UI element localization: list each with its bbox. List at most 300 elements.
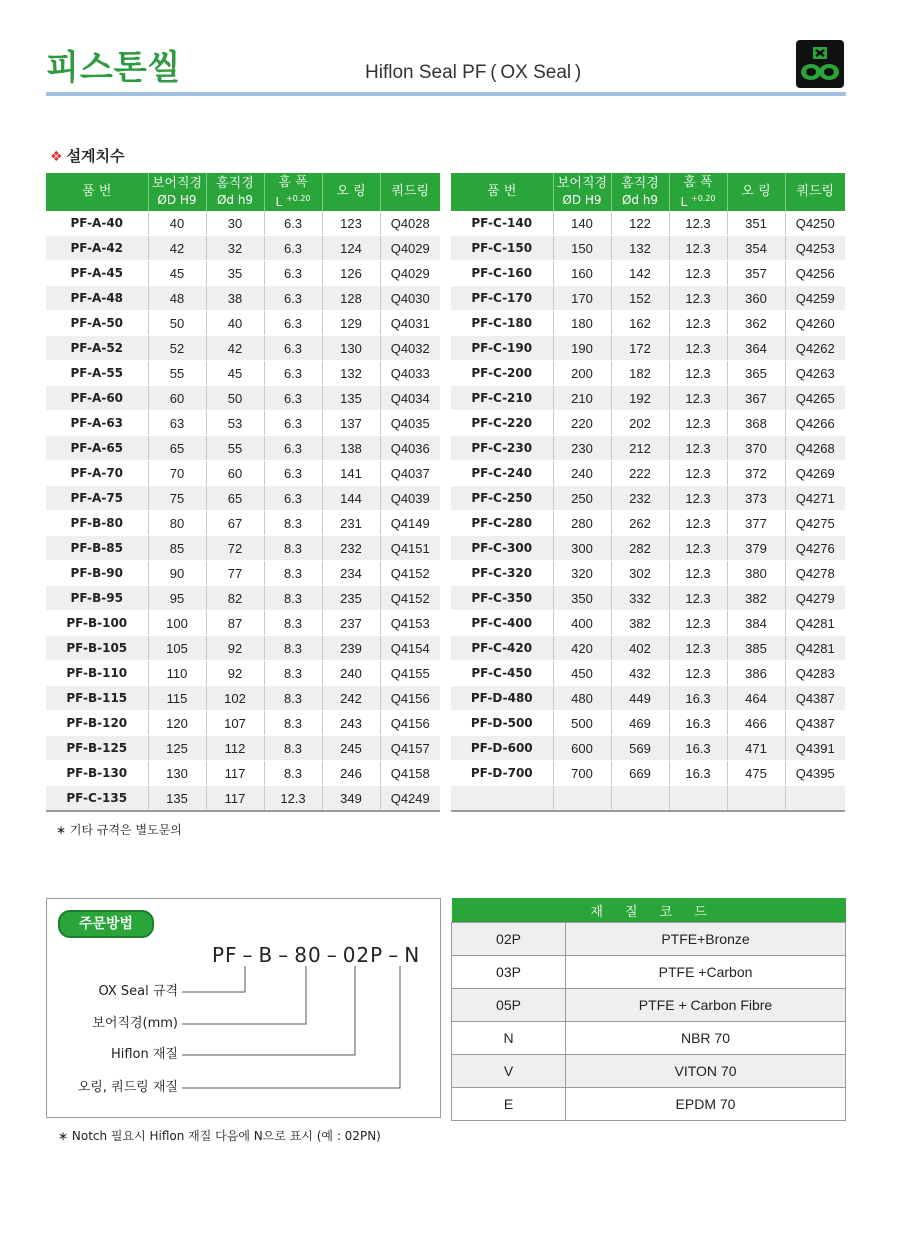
material-table-header: 재질코드 [452, 898, 846, 923]
cell-quad: Q4395 [785, 761, 845, 786]
order-label-oring: 오링, 쿼드링 재질 [77, 1080, 178, 1095]
cell-width: 8.3 [264, 711, 322, 736]
cell-quad: Q4279 [785, 586, 845, 611]
cell-oring: 362 [727, 311, 785, 336]
cell-groove: 232 [611, 486, 669, 511]
table-row [451, 336, 845, 361]
cell-groove: 152 [611, 286, 669, 311]
cell-code: PF-A-40 [46, 211, 148, 236]
cell-groove: 132 [611, 236, 669, 261]
cell-oring: 234 [322, 561, 380, 586]
cell-bore: 70 [148, 461, 206, 486]
cell-bore: 420 [553, 636, 611, 661]
cell-oring: 373 [727, 486, 785, 511]
cell-width: 12.3 [264, 786, 322, 812]
cell-material-code: V [452, 1055, 566, 1088]
cell-quad: Q4039 [380, 486, 440, 511]
cell-oring: 372 [727, 461, 785, 486]
cell-material-name: EPDM 70 [566, 1088, 846, 1121]
cell-oring: 471 [727, 736, 785, 761]
cell-quad: Q4156 [380, 711, 440, 736]
cell-quad: Q4152 [380, 586, 440, 611]
cell-code: PF-A-42 [46, 236, 148, 261]
table-row [451, 461, 845, 486]
cell-code: PF-C-190 [451, 336, 553, 361]
cell-width: 12.3 [669, 486, 727, 511]
cell-groove: 117 [206, 786, 264, 812]
cell-width: 6.3 [264, 336, 322, 361]
cell-width: 6.3 [264, 411, 322, 436]
cell-groove: 182 [611, 361, 669, 386]
cell-bore: 42 [148, 236, 206, 261]
cell-width: 8.3 [264, 736, 322, 761]
cell-code: PF-A-75 [46, 486, 148, 511]
cell-quad: Q4266 [785, 411, 845, 436]
table-row [452, 989, 846, 1022]
cell-groove: 50 [206, 386, 264, 411]
cell-quad: Q4036 [380, 436, 440, 461]
cell-bore: 180 [553, 311, 611, 336]
cell-oring: 377 [727, 511, 785, 536]
table-row [452, 1022, 846, 1055]
cell-width: 12.3 [669, 386, 727, 411]
cell-oring: 475 [727, 761, 785, 786]
order-code-example: PF – B – 80 – 02P – N [212, 943, 421, 967]
cell-bore: 450 [553, 661, 611, 686]
cell-bore: 600 [553, 736, 611, 761]
cell-code: PF-C-200 [451, 361, 553, 386]
order-method-title: 주문방법 [58, 910, 154, 938]
cell-quad: Q4037 [380, 461, 440, 486]
cell-bore: 135 [148, 786, 206, 812]
cell-code: PF-C-420 [451, 636, 553, 661]
cell-groove: 212 [611, 436, 669, 461]
cell-groove: 38 [206, 286, 264, 311]
cell-code: PF-A-55 [46, 361, 148, 386]
cell-bore: 220 [553, 411, 611, 436]
cell-bore: 500 [553, 711, 611, 736]
cell-width: 6.3 [264, 211, 322, 236]
cell-quad: Q4262 [785, 336, 845, 361]
cell-oring: 232 [322, 536, 380, 561]
cell-groove: 55 [206, 436, 264, 461]
table-row [451, 536, 845, 561]
cell-oring: 126 [322, 261, 380, 286]
cell-code: PF-C-400 [451, 611, 553, 636]
cell-bore: 400 [553, 611, 611, 636]
cell-oring: 242 [322, 686, 380, 711]
cell-code: PF-C-160 [451, 261, 553, 286]
cell-code: PF-B-80 [46, 511, 148, 536]
cell-quad: Q4033 [380, 361, 440, 386]
cell-oring: 384 [727, 611, 785, 636]
cell-width [669, 786, 727, 812]
cell-code: PF-C-300 [451, 536, 553, 561]
col-header-code: 품 번 [451, 173, 553, 211]
cell-bore: 140 [553, 211, 611, 236]
cell-oring: 132 [322, 361, 380, 386]
cell-code: PF-D-700 [451, 761, 553, 786]
order-label-bore: 보어직경(mm) [92, 1016, 178, 1031]
table-row [452, 923, 846, 956]
table-row [451, 686, 845, 711]
cell-bore: 170 [553, 286, 611, 311]
cell-bore: 130 [148, 761, 206, 786]
section-title [50, 146, 125, 167]
cell-width: 12.3 [669, 286, 727, 311]
cell-quad: Q4029 [380, 261, 440, 286]
cell-groove: 53 [206, 411, 264, 436]
cell-code: PF-D-600 [451, 736, 553, 761]
cell-bore: 320 [553, 561, 611, 586]
cell-code: PF-C-210 [451, 386, 553, 411]
cell-quad: Q4149 [380, 511, 440, 536]
col-header-groove: 홈직경 Ød h9 [206, 173, 264, 211]
cell-code: PF-A-50 [46, 311, 148, 336]
cell-material-name: VITON 70 [566, 1055, 846, 1088]
cell-oring: 239 [322, 636, 380, 661]
table-row [46, 761, 440, 786]
cell-bore: 120 [148, 711, 206, 736]
cell-quad: Q4031 [380, 311, 440, 336]
cell-code: PF-A-63 [46, 411, 148, 436]
cell-groove: 142 [611, 261, 669, 286]
cell-bore: 350 [553, 586, 611, 611]
cell-groove: 262 [611, 511, 669, 536]
cell-groove: 122 [611, 211, 669, 236]
cell-groove: 302 [611, 561, 669, 586]
cell-groove: 432 [611, 661, 669, 686]
col-header-oring: 오 링 [727, 173, 785, 211]
cell-bore: 105 [148, 636, 206, 661]
header-divider [46, 92, 846, 96]
cell-code: PF-C-450 [451, 661, 553, 686]
cell-quad: Q4281 [785, 636, 845, 661]
cell-width: 8.3 [264, 636, 322, 661]
cell-quad: Q4268 [785, 436, 845, 461]
cell-oring: 354 [727, 236, 785, 261]
cell-oring: 364 [727, 336, 785, 361]
cell-groove: 42 [206, 336, 264, 361]
table-row [46, 411, 440, 436]
cell-width: 6.3 [264, 286, 322, 311]
cell-width: 6.3 [264, 436, 322, 461]
cell-width: 12.3 [669, 536, 727, 561]
cell-material-code: N [452, 1022, 566, 1055]
cell-oring: 382 [727, 586, 785, 611]
table-row [452, 956, 846, 989]
cell-bore: 48 [148, 286, 206, 311]
cell-material-name: PTFE+Bronze [566, 923, 846, 956]
cell-width: 12.3 [669, 561, 727, 586]
cell-groove: 77 [206, 561, 264, 586]
table-row [46, 336, 440, 361]
cell-width: 12.3 [669, 611, 727, 636]
cell-width: 8.3 [264, 586, 322, 611]
cell-oring: 464 [727, 686, 785, 711]
col-header-bore: 보어직경 ØD H9 [148, 173, 206, 211]
table-row [451, 211, 845, 236]
cell-groove: 35 [206, 261, 264, 286]
col-header-bore: 보어직경 ØD H9 [553, 173, 611, 211]
cell-quad: Q4260 [785, 311, 845, 336]
cell-quad: Q4250 [785, 211, 845, 236]
cell-oring: 123 [322, 211, 380, 236]
cell-groove: 92 [206, 636, 264, 661]
cell-width: 8.3 [264, 686, 322, 711]
cell-bore: 40 [148, 211, 206, 236]
cell-quad: Q4283 [785, 661, 845, 686]
table-row [46, 461, 440, 486]
cell-quad: Q4152 [380, 561, 440, 586]
cell-material-name: NBR 70 [566, 1022, 846, 1055]
cell-quad: Q4276 [785, 536, 845, 561]
table-row [46, 211, 440, 236]
cell-code: PF-B-100 [46, 611, 148, 636]
cell-code: PF-B-105 [46, 636, 148, 661]
cell-oring: 351 [727, 211, 785, 236]
cell-groove: 382 [611, 611, 669, 636]
table-row [46, 686, 440, 711]
cell-code: PF-C-280 [451, 511, 553, 536]
cell-material-name: PTFE +Carbon [566, 956, 846, 989]
cell-oring: 138 [322, 436, 380, 461]
cell-groove: 332 [611, 586, 669, 611]
cell-oring: 349 [322, 786, 380, 812]
cell-quad: Q4275 [785, 511, 845, 536]
cell-bore: 230 [553, 436, 611, 461]
table-row [451, 511, 845, 536]
cell-bore: 75 [148, 486, 206, 511]
cell-code: PF-A-45 [46, 261, 148, 286]
cell-width: 6.3 [264, 236, 322, 261]
cell-oring: 380 [727, 561, 785, 586]
cell-code: PF-A-60 [46, 386, 148, 411]
cell-bore: 150 [553, 236, 611, 261]
cell-width: 6.3 [264, 311, 322, 336]
cell-bore: 63 [148, 411, 206, 436]
order-label-hiflon: Hiflon 재질 [110, 1047, 178, 1062]
footnote-notch: ∗ Notch 필요시 Hiflon 재질 다음에 N으로 표시 (예 : 02PN) [58, 1129, 381, 1143]
cell-oring [727, 786, 785, 812]
cell-width: 12.3 [669, 336, 727, 361]
cell-quad: Q4269 [785, 461, 845, 486]
cell-quad: Q4151 [380, 536, 440, 561]
order-label-spec: OX Seal 규격 [98, 984, 178, 999]
cell-code: PF-C-180 [451, 311, 553, 336]
cell-bore: 55 [148, 361, 206, 386]
cell-code: PF-C-350 [451, 586, 553, 611]
cell-quad: Q4253 [785, 236, 845, 261]
cell-code: PF-C-240 [451, 461, 553, 486]
cell-code: PF-D-480 [451, 686, 553, 711]
cell-groove [611, 786, 669, 812]
cell-groove: 402 [611, 636, 669, 661]
cell-material-code: E [452, 1088, 566, 1121]
cell-material-code: 03P [452, 956, 566, 989]
cell-width: 16.3 [669, 686, 727, 711]
col-header-groove: 홈직경 Ød h9 [611, 173, 669, 211]
cell-groove: 117 [206, 761, 264, 786]
table-row [46, 511, 440, 536]
cell-width: 6.3 [264, 386, 322, 411]
col-header-quad: 쿼드링 [380, 173, 440, 211]
cell-code: PF-A-65 [46, 436, 148, 461]
col-header-width: 홈 폭 L $^{+0.20}$ [669, 173, 727, 211]
cell-bore: 95 [148, 586, 206, 611]
cell-code: PF-B-110 [46, 661, 148, 686]
cell-quad: Q4034 [380, 386, 440, 411]
table-row [451, 386, 845, 411]
cell-bore: 240 [553, 461, 611, 486]
table-row [46, 611, 440, 636]
table-row [451, 286, 845, 311]
table-row [451, 761, 845, 786]
table-row [46, 661, 440, 686]
col-header-width: 홈 폭 L $^{+0.20}$ [264, 173, 322, 211]
table-row [46, 586, 440, 611]
cell-groove: 32 [206, 236, 264, 261]
material-code-table [451, 898, 846, 1121]
section-title-text: 설계치수 [66, 147, 125, 165]
cell-width: 6.3 [264, 461, 322, 486]
cell-oring: 130 [322, 336, 380, 361]
table-row [46, 736, 440, 761]
cell-material-code: 02P [452, 923, 566, 956]
table-header-row [452, 898, 846, 923]
cell-code: PF-B-115 [46, 686, 148, 711]
cell-groove: 162 [611, 311, 669, 336]
cell-oring: 360 [727, 286, 785, 311]
cell-bore: 250 [553, 486, 611, 511]
cell-code: PF-D-500 [451, 711, 553, 736]
cell-groove: 107 [206, 711, 264, 736]
cell-code: PF-C-140 [451, 211, 553, 236]
cell-bore: 700 [553, 761, 611, 786]
table-row [451, 436, 845, 461]
cell-oring: 243 [322, 711, 380, 736]
cell-groove: 60 [206, 461, 264, 486]
cell-oring: 466 [727, 711, 785, 736]
table-row [46, 561, 440, 586]
table-row [451, 786, 845, 812]
cell-groove: 82 [206, 586, 264, 611]
cell-code: PF-A-70 [46, 461, 148, 486]
table-row [451, 411, 845, 436]
cell-oring: 129 [322, 311, 380, 336]
cell-width: 12.3 [669, 511, 727, 536]
cell-code: PF-C-230 [451, 436, 553, 461]
cell-width: 12.3 [669, 461, 727, 486]
cell-quad: Q4035 [380, 411, 440, 436]
cell-width: 16.3 [669, 711, 727, 736]
cell-width: 6.3 [264, 261, 322, 286]
cell-quad: Q4153 [380, 611, 440, 636]
cell-quad: Q4271 [785, 486, 845, 511]
cell-quad: Q4155 [380, 661, 440, 686]
cell-oring: 124 [322, 236, 380, 261]
table-row [451, 736, 845, 761]
cell-quad: Q4259 [785, 286, 845, 311]
cell-width: 8.3 [264, 661, 322, 686]
cell-groove: 102 [206, 686, 264, 711]
cell-groove: 469 [611, 711, 669, 736]
cell-quad: Q4158 [380, 761, 440, 786]
cell-width: 12.3 [669, 261, 727, 286]
table-header-row [46, 173, 440, 211]
cell-width: 6.3 [264, 361, 322, 386]
table-row [451, 361, 845, 386]
cell-oring: 128 [322, 286, 380, 311]
cell-code: PF-B-120 [46, 711, 148, 736]
cell-groove: 72 [206, 536, 264, 561]
table-row [46, 311, 440, 336]
cell-bore: 115 [148, 686, 206, 711]
table-row [46, 236, 440, 261]
cell-width: 12.3 [669, 361, 727, 386]
cell-bore: 65 [148, 436, 206, 461]
cell-oring: 231 [322, 511, 380, 536]
table-row [46, 386, 440, 411]
table-row [451, 561, 845, 586]
cell-groove: 282 [611, 536, 669, 561]
cell-bore: 45 [148, 261, 206, 286]
cell-groove: 449 [611, 686, 669, 711]
cell-material-code: 05P [452, 989, 566, 1022]
page-title: 피스톤씰 [46, 48, 182, 88]
cell-bore: 90 [148, 561, 206, 586]
table-row [46, 711, 440, 736]
cell-width: 8.3 [264, 561, 322, 586]
cell-groove: 92 [206, 661, 264, 686]
cell-oring: 365 [727, 361, 785, 386]
cell-quad: Q4157 [380, 736, 440, 761]
cell-width: 12.3 [669, 236, 727, 261]
table-row [452, 1055, 846, 1088]
cell-oring: 137 [322, 411, 380, 436]
cell-oring: 141 [322, 461, 380, 486]
cell-quad: Q4030 [380, 286, 440, 311]
cell-width: 12.3 [669, 211, 727, 236]
cell-bore: 210 [553, 386, 611, 411]
cell-groove: 65 [206, 486, 264, 511]
cell-width: 12.3 [669, 636, 727, 661]
table-row [46, 286, 440, 311]
cell-width: 12.3 [669, 661, 727, 686]
cell-groove: 45 [206, 361, 264, 386]
cell-quad: Q4029 [380, 236, 440, 261]
table-row [452, 1088, 846, 1121]
cell-code [451, 786, 553, 812]
cell-oring: 235 [322, 586, 380, 611]
dimension-table-left [46, 173, 440, 812]
cell-material-name: PTFE + Carbon Fibre [566, 989, 846, 1022]
cell-bore: 480 [553, 686, 611, 711]
table-row [451, 586, 845, 611]
table-row [451, 711, 845, 736]
dimension-table-right [451, 173, 845, 812]
cell-bore: 125 [148, 736, 206, 761]
cell-quad: Q4281 [785, 611, 845, 636]
cell-code: PF-C-250 [451, 486, 553, 511]
table-row [451, 311, 845, 336]
table-row [451, 486, 845, 511]
col-header-code: 품 번 [46, 173, 148, 211]
table-row [46, 436, 440, 461]
table-row [46, 786, 440, 812]
table-row [46, 261, 440, 286]
cell-bore: 50 [148, 311, 206, 336]
